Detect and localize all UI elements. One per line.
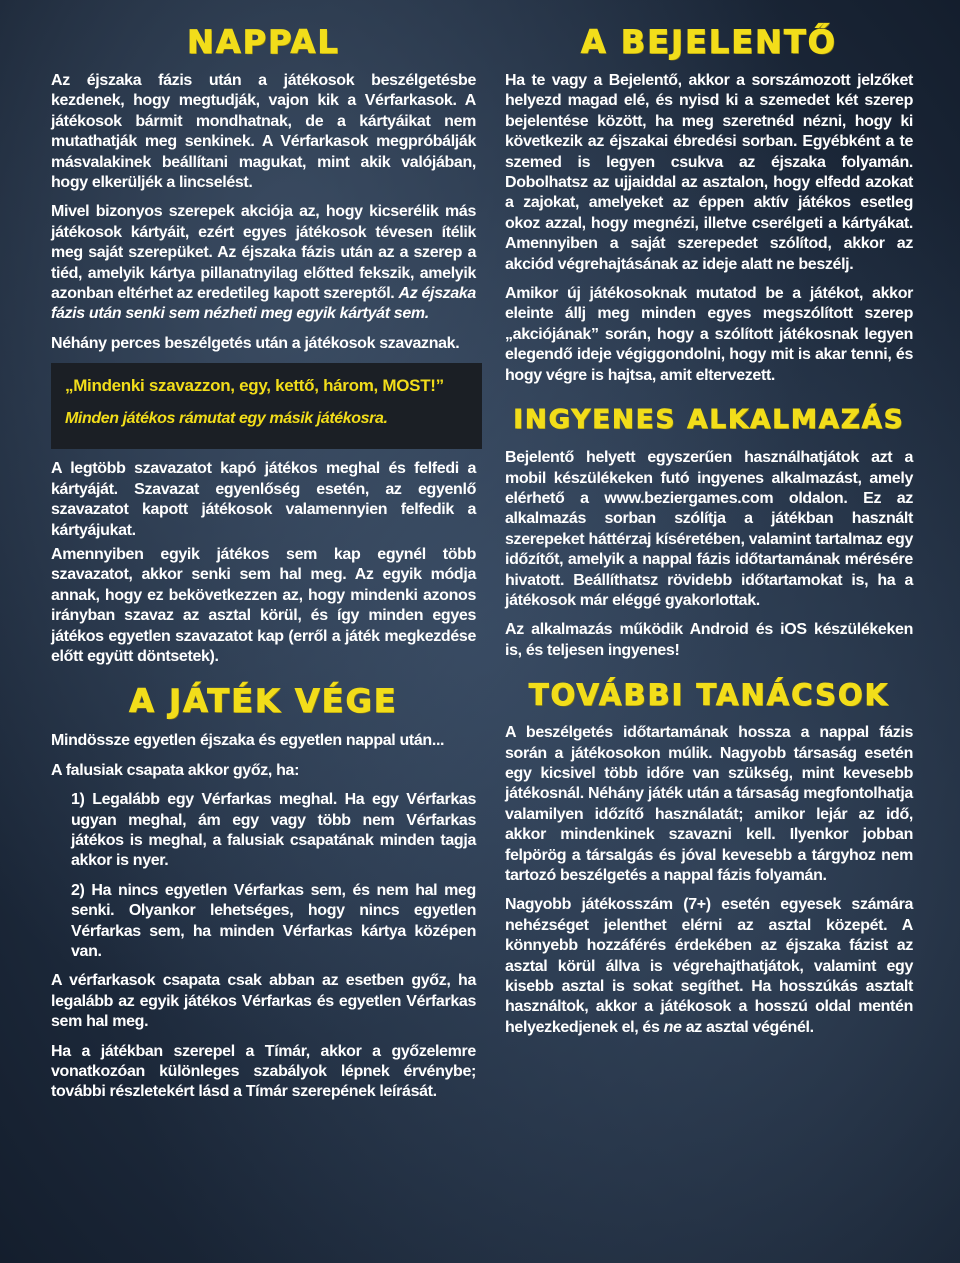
paragraph: Ha te vagy a Bejelentő, akkor a sorszámozott jelzőket helyezd magad elé, és nyisd ki a szemedet két szerep bejelentése között, ha meg szeretnéd nézni, hogy ki következik az éjszakai ébredési sorban. Egyébként a te szemed is legyen csukva az éjszaka folyamán. Dobolhatsz az ujjaiddal az asztalon, hogy elfedd azokat a zajokat, amelyeket az éppen aktív játékos esetleg okoz azzal, hogy megnézi, illetve cserélgeti a kártyákat. Amennyiben a saját szerepedet szólítod, akkor az akciód végrehajtásának az ideje alatt ne beszélj. (505, 72, 913, 273)
paragraph: A legtöbb szavazatot kapó játékos meghal és felfedi a kártyáját. Szavazat egyenlőség esetén, az egyenlő szavazatot kapott játékosok valamennyien felfedik a kártyájukat. (51, 460, 476, 539)
paragraph: Az éjszaka fázis után a játékosok beszélgetésbe kezdenek, hogy megtudják, vajon kik a Vérfarkasok. A játékosok bármit mondhatnak, de a kártyáikat nem mutathatják meg senkinek. A Vérfarkasok megpróbálják másvalakinek beállítani magukat, mint akik valójában, hogy elkerüljék a lincselést. (51, 72, 476, 192)
paragraph: Bejelentő helyett egyszerűen használhatjátok azt a mobil készülékeken futó ingyenes alkalmazást, amely elérhető a www.beziergames.com oldalon. Ez az alkalmazás sorban szólítja a játékban használt szerepeket háttérzaj kíséretében, valamint tartalmaz egy időzítőt, amelyik a nappal fázis időtartamának mérésére hivatott. Beállíthatsz rövidebb időtartamokat is, ha a játékosok már eléggé gyakorlottak. (505, 449, 913, 609)
list-item: 1) Legalább egy Vérfarkas meghal. Ha egy Vérfarkas ugyan meghal, ám egy vagy több nem Vérfarkas játékos is meghal, a falusiak csapatának minden tagja akkor is nyer. (71, 791, 476, 870)
heading-nappal: NAPPAL (187, 23, 340, 61)
callout-quote: „Mindenki szavazzon, egy, kettő, három, MOST!” (65, 376, 444, 396)
heading-jatek-vege: A JÁTÉK VÉGE (129, 682, 398, 721)
heading-ingyenes-alkalmazas: INGYENES ALKALMAZÁS (513, 405, 905, 436)
paragraph: Ha a játékban szerepel a Tímár, akkor a győzelemre vonatkozóan különleges szabályok lépnek érvénybe; további részletekért lásd a Tímár szerepének leírását. (51, 1042, 476, 1101)
list-item: 2) Ha nincs egyetlen Vérfarkas sem, és nem hal meg senki. Olyankor lehetséges, hogy nincs egyetlen Vérfarkas sem, ha minden Vérfarkas kártya középen van. (71, 881, 476, 960)
right-column (505, 0, 913, 1047)
paragraph: Amennyiben egyik játékos sem kap egynél több szavazatot, akkor senki sem hal meg. Az egyik módja annak, hogy ez bekövetkezzen az, hogy mindenki azonos irányban szavaz az asztal körül, és így minden egyes játékos egyetlen szavazatot kap (erről a játék megkezdése előtt együtt döntsetek). (51, 545, 476, 665)
paragraph-text: az asztal végénél. (681, 1018, 814, 1036)
paragraph-italic: ne (663, 1018, 682, 1036)
heading-tovabbi-tanacsok: TOVÁBBI TANÁCSOK (528, 678, 890, 713)
paragraph: Néhány perces beszélgetés után a játékosok szavaznak. (51, 334, 460, 352)
paragraph-text: Mivel bizonyos szerepek akciója az, hogy kicserélik más játékosok kártyáit, ezért egyes játékosok tévesen ítélik meg saját szerepüket. Az éjszaka fázis után az a szerep a tiéd, amelyik kártya pillanatnyilag előtted fekszik, amelyik azonban eltérhet az eredetileg kapott szereptől. (51, 203, 476, 303)
paragraph (505, 895, 913, 1038)
callout-instruction: Minden játékos rámutat egy másik játékosra. (65, 410, 388, 428)
paragraph: A vérfarkasok csapata csak abban az esetben győz, ha legalább az egyik játékos Vérfarkas és egyetlen Vérfarkas sem hal meg. (51, 972, 476, 1031)
paragraph (51, 202, 476, 324)
paragraph-text: Nagyobb játékosszám (7+) esetén egyesek számára nehézséget jelenthet elérni az asztal közepét. A könnyebb hozzáférés érdekében az éjszaka fázist az asztal körül állva is végrehajthatjátok, valamint egy kisebb asztal is sokat segíthet. Ha hosszúkás asztalt használtok, akkor a játékosok a hosszú oldal mentén helyezkedjenek el, és (505, 896, 913, 1036)
paragraph: Mindössze egyetlen éjszaka és egyetlen nappal után... (51, 732, 445, 750)
left-column (51, 0, 476, 1112)
heading-bejelento: A BEJELENTŐ (581, 23, 837, 61)
paragraph-italic: Az éjszaka fázis után senki sem nézheti meg egyik kártyát sem. (51, 285, 476, 323)
paragraph: A beszélgetés időtartamának hossza a nappal fázis során a játékosokon múlik. Nagyobb társaság esetén egy kicsivel több időre van szükség, mint kevesebb játékosnál. Néhány játék után a társaság megfontolhatja valamilyen időzítő használatát; amikor lejár az idő, akkor mindenkinek szavazni kell. Ilyenkor jobban felpörög a társalgás és jóval kevesebb a tárgyhoz nem tartozó beszélgetés a nappal fázis folyamán. (505, 724, 913, 884)
paragraph: A falusiak csapata akkor győz, ha: (51, 761, 300, 779)
paragraph: Amikor új játékosoknak mutatod be a játékot, akkor eleinte állj meg minden egyes megszólított szerep „akciójának” során, hogy a szólított játékosnak legyen elegendő ideje végiggondolni, hogy mit is akar tenni, és hogy végre is hajtsa, amit eltervezett. (505, 285, 913, 384)
paragraph: Az alkalmazás működik Android és iOS készülékeken is, és teljesen ingyenes! (505, 621, 913, 659)
callout-box (51, 363, 482, 449)
